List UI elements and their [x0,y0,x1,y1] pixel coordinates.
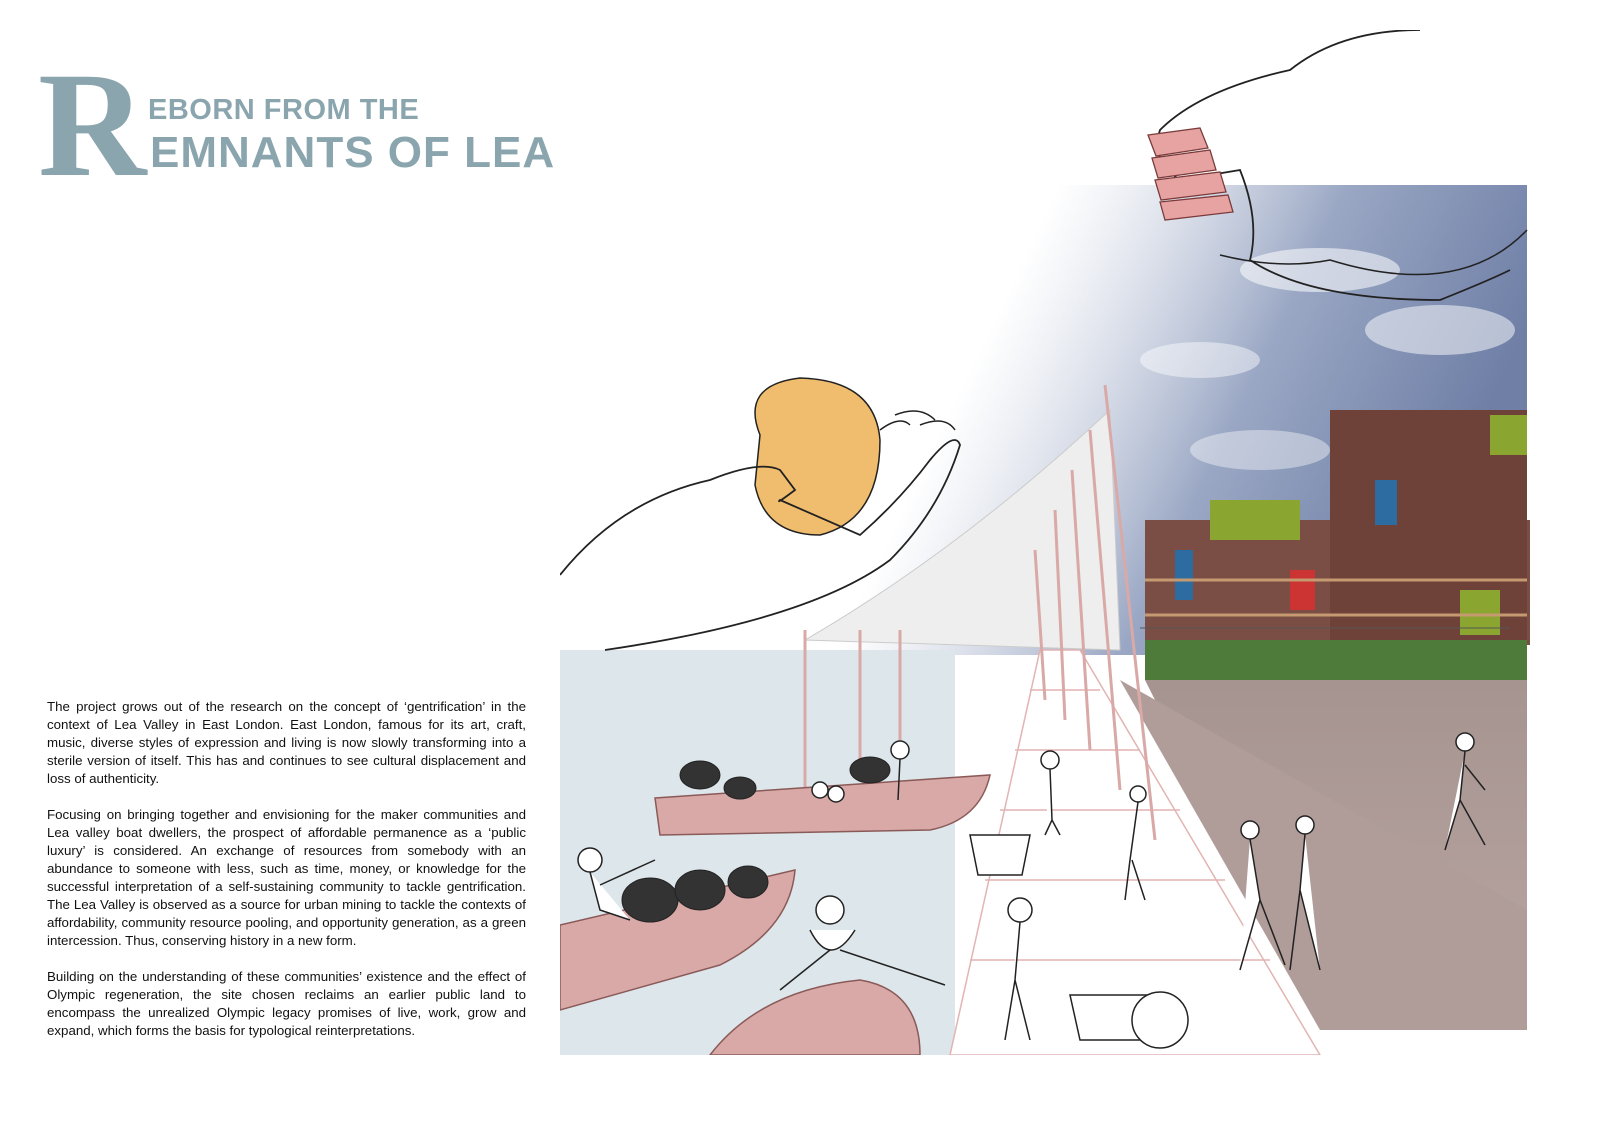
paragraph-3: Building on the understanding of these communities’ existence and the effect of Olympic regeneration, the site chosen reclaims an earlier public land to encompass the unrealized Olympic legacy promises of live, work, grow and expand, which forms the basis for typological reinterpretations. [47,969,526,1038]
title-initial: R [38,42,147,208]
title-block [38,42,558,208]
paragraph-2: Focusing on bringing together and envisioning for the maker communities and Lea valley boat dwellers, the prospect of affordable permanence as a ‘public luxury’ is considered. An exchange of resources from somebody with an abundance to someone with less, such as time, money, or knowledge for the successful interpretation of a self-sustaining community to tackle gentrification. The Lea Valley is observed as a source for urban mining to tackle the contexts of affordability, community resource pooling, and opportunity generation, as a green intercession. Thus, conserving history in a new form. [47,807,526,948]
title-line-1: EBORN FROM THE [148,94,420,126]
project-description [47,698,526,1058]
illustration-scene [560,30,1570,1055]
paragraph-1: The project grows out of the research on the concept of ‘gentrification’ in the context of Lea Valley in East London. East London, famous for its art, craft, music, diverse styles of expression and living is now slowly transforming into a sterile version of itself. This has and continues to see cultural displacement and loss of authenticity. [47,699,526,786]
brick-stack [1148,128,1233,220]
title-line-2: EMNANTS OF LEA [150,128,556,177]
